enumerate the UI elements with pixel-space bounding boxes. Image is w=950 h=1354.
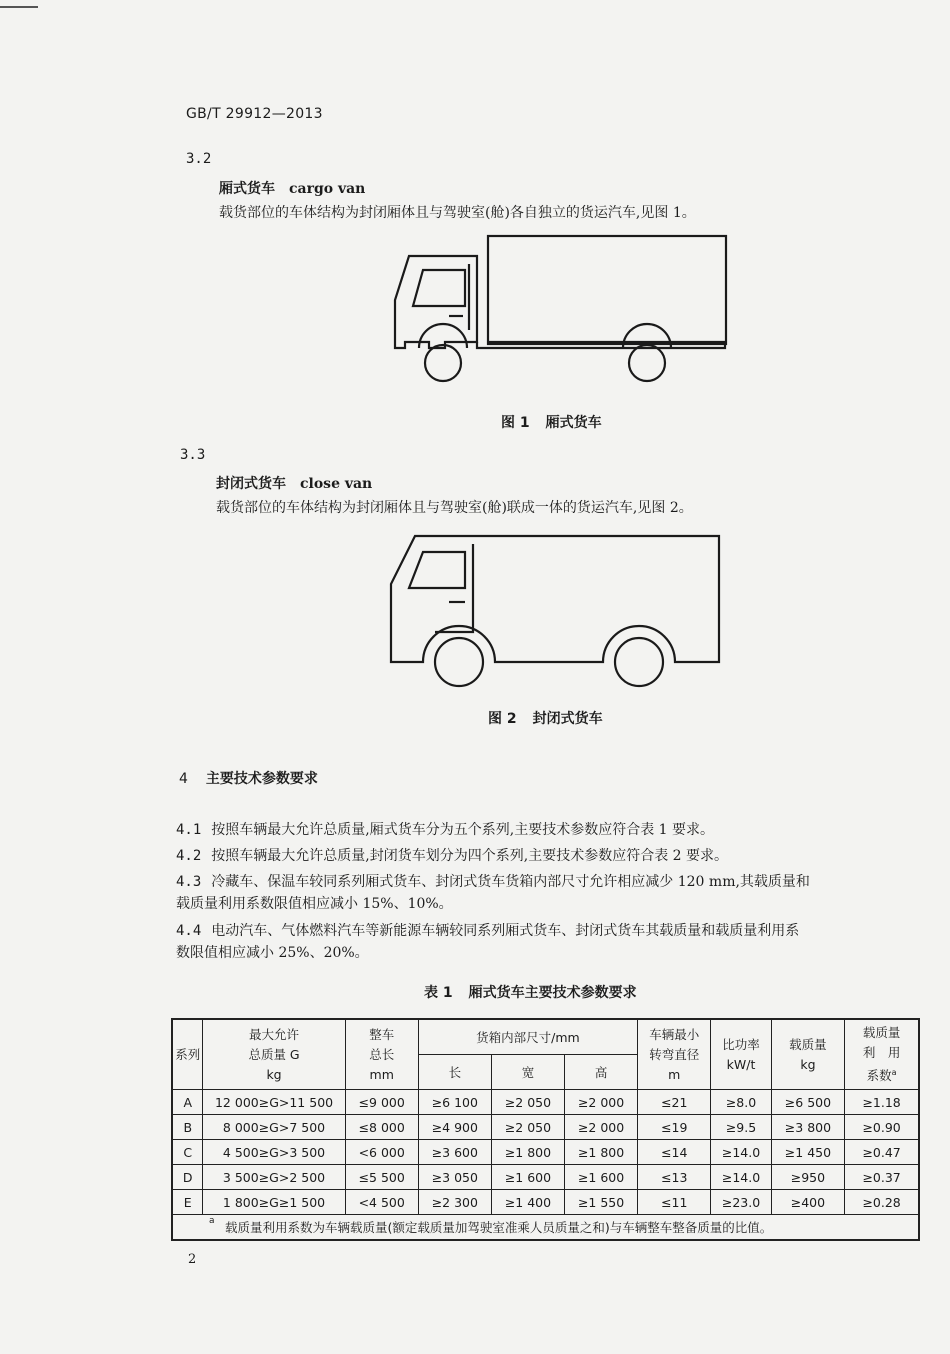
header-line: kW/t [726, 1056, 756, 1072]
table-cell: <4 500 [345, 1190, 418, 1215]
col-power [711, 1019, 771, 1090]
header-line: 整车 [369, 1026, 395, 1042]
table-cell: ≥14.0 [711, 1140, 771, 1165]
page-number: 2 [188, 1252, 197, 1267]
header-line: mm [369, 1066, 394, 1082]
table-cell: ≥3 800 [771, 1115, 845, 1140]
table-cell: ≥2 050 [491, 1115, 564, 1140]
table-body [172, 1090, 919, 1215]
table-cell: ≥2 050 [491, 1090, 564, 1115]
table-cell: 3 500≥G>2 500 [203, 1165, 345, 1190]
header-line: 转弯直径 [649, 1046, 700, 1062]
figure-2-caption [488, 708, 603, 728]
term-heading-3-2 [219, 178, 365, 198]
col-box-length: 长 [418, 1055, 491, 1090]
term-cn: 厢式货车 [219, 181, 275, 197]
table-cell: ≥1.18 [845, 1090, 919, 1115]
table-cell: ≥950 [771, 1165, 845, 1190]
table-cell: 4 500≥G>3 500 [203, 1140, 345, 1165]
table-row [172, 1190, 919, 1215]
paragraph-4-1 [176, 817, 936, 843]
section-4-heading [179, 768, 318, 788]
table-cell: D [172, 1165, 203, 1190]
rear-wheel [629, 345, 665, 381]
table-row [172, 1140, 919, 1165]
table-cell: C [172, 1140, 203, 1165]
para-text: 电动汽车、气体燃料汽车等新能源车辆较同系列厢式货车、封闭式货车其载质量和载质量利用系 [211, 923, 800, 939]
header-line: 载质量 [862, 1024, 901, 1040]
table-cell: ≤8 000 [345, 1115, 418, 1140]
table-cell: ≥6 500 [771, 1090, 845, 1115]
table-cell: ≥1 800 [565, 1140, 638, 1165]
table-row [172, 1165, 919, 1190]
term-heading-3-3 [216, 473, 372, 493]
term-en: cargo van [289, 181, 366, 197]
standard-code: GB/T 29912—2013 [186, 106, 323, 122]
header-line: 载质量 [789, 1036, 827, 1052]
van-window [409, 552, 465, 588]
col-gvm [203, 1019, 345, 1090]
table-cell: E [172, 1190, 203, 1215]
table-cell: ≥0.37 [845, 1165, 919, 1190]
table-cell: ≥2 300 [418, 1190, 491, 1215]
header-line: 车辆最小 [649, 1026, 700, 1042]
definition-3-3: 载货部位的车体结构为封闭厢体且与驾驶室(舱)联成一体的货运汽车,见图 2。 [216, 500, 693, 516]
figure-2-number: 图 2 [488, 711, 517, 727]
table-footnote [172, 1215, 919, 1241]
table-cell: ≤21 [638, 1090, 711, 1115]
paragraph-4-4-cont: 数限值相应减小 25%、20%。 [176, 945, 369, 961]
term-en: close van [300, 476, 373, 492]
table-cell: ≥2 000 [565, 1090, 638, 1115]
table-cell: ≥0.47 [845, 1140, 919, 1165]
table-cell: ≥23.0 [711, 1190, 771, 1215]
cargo-box [488, 236, 726, 344]
figure-1-title: 厢式货车 [545, 415, 602, 431]
table-cell: ≤13 [638, 1165, 711, 1190]
table-cell: B [172, 1115, 203, 1140]
front-wheel [425, 345, 461, 381]
paragraph-4-3-cont: 载质量利用系数限值相应减小 15%、10%。 [176, 896, 453, 912]
table-cell: ≥14.0 [711, 1165, 771, 1190]
table-1-number: 表 1 [424, 985, 453, 1001]
section-4-title: 主要技术参数要求 [205, 771, 318, 787]
col-series: 系列 [172, 1019, 203, 1090]
table-cell: ≤14 [638, 1140, 711, 1165]
top-rule [0, 6, 38, 8]
para-text: 按照车辆最大允许总质量,厢式货车分为五个系列,主要技术参数应符合表 1 要求。 [211, 822, 715, 838]
table-cell: <6 000 [345, 1140, 418, 1165]
col-box-width: 宽 [491, 1055, 564, 1090]
table-row [172, 1115, 919, 1140]
header-line: 利 用 [862, 1044, 901, 1060]
col-length [345, 1019, 418, 1090]
para-number: 4.3 [176, 874, 202, 890]
table-cell: ≥400 [771, 1190, 845, 1215]
para-number: 4.4 [176, 923, 202, 939]
table-cell: ≥1 450 [771, 1140, 845, 1165]
paragraph-4-2 [176, 843, 936, 869]
table-cell: ≥8.0 [711, 1090, 771, 1115]
header-line: kg [266, 1066, 282, 1082]
table-row [172, 1090, 919, 1115]
footnote-text: 载质量利用系数为车辆载质量(额定载质量加驾驶室准乘人员质量之和)与车辆整车整备质量的比值。 [225, 1220, 773, 1235]
footnote-mark: a [209, 1216, 215, 1226]
col-turning [638, 1019, 711, 1090]
table-cell: ≥9.5 [711, 1115, 771, 1140]
footnote-mark: a [891, 1067, 897, 1077]
table-cell: ≤19 [638, 1115, 711, 1140]
header-line: 比功率 [722, 1036, 760, 1052]
van-body [391, 536, 719, 662]
table-cell: ≥1 600 [565, 1165, 638, 1190]
table-cell: ≤5 500 [345, 1165, 418, 1190]
spec-table [171, 1018, 920, 1241]
table-cell: ≥1 600 [491, 1165, 564, 1190]
figure-1-caption [501, 412, 602, 432]
close-van-drawing [385, 528, 725, 688]
front-wheel [435, 638, 483, 686]
rear-wheel [615, 638, 663, 686]
header-text: 系数 [866, 1068, 892, 1084]
table-cell: ≥6 100 [418, 1090, 491, 1115]
cargo-van-drawing [385, 230, 735, 390]
col-load [771, 1019, 845, 1090]
header-line: kg [800, 1056, 816, 1072]
clause-number-3-3: 3.3 [180, 447, 206, 463]
header-line [847, 1063, 916, 1086]
para-number: 4.1 [176, 822, 202, 838]
table-cell: ≥3 050 [418, 1165, 491, 1190]
table-cell: ≥2 000 [565, 1115, 638, 1140]
col-box-dims: 货箱内部尺寸/mm [418, 1019, 637, 1055]
table-cell: ≤9 000 [345, 1090, 418, 1115]
header-line: 总质量 G [248, 1046, 300, 1062]
table-1-title: 厢式货车主要技术参数要求 [468, 985, 637, 1001]
table-cell: 12 000≥G>11 500 [203, 1090, 345, 1115]
term-cn: 封闭式货车 [216, 476, 286, 492]
table-cell: ≥1 800 [491, 1140, 564, 1165]
cab-window [413, 270, 465, 306]
col-box-height: 高 [565, 1055, 638, 1090]
header-line: 最大允许 [249, 1026, 300, 1042]
figure-1-number: 图 1 [501, 415, 530, 431]
table-cell: 8 000≥G>7 500 [203, 1115, 345, 1140]
para-text: 冷藏车、保温车较同系列厢式货车、封闭式货车货箱内部尺寸允许相应减少 120 mm,其载质量和 [211, 874, 810, 890]
table-cell: ≥1 550 [565, 1190, 638, 1215]
clause-number-3-2: 3.2 [186, 151, 212, 167]
col-utilization [845, 1019, 919, 1090]
section-4-number: 4 [179, 771, 188, 787]
header-line: m [668, 1066, 681, 1082]
table-cell: 1 800≥G≥1 500 [203, 1190, 345, 1215]
table-cell: ≤11 [638, 1190, 711, 1215]
definition-3-2: 载货部位的车体结构为封闭厢体且与驾驶室(舱)各自独立的货运汽车,见图 1。 [219, 205, 696, 221]
para-text: 按照车辆最大允许总质量,封闭货车划分为四个系列,主要技术参数应符合表 2 要求。 [211, 848, 729, 864]
table-cell: ≥0.90 [845, 1115, 919, 1140]
para-number: 4.2 [176, 848, 202, 864]
table-cell: ≥0.28 [845, 1190, 919, 1215]
table-1-caption [424, 982, 637, 1002]
table-cell: A [172, 1090, 203, 1115]
header-line: 总长 [369, 1046, 395, 1062]
table-cell: ≥1 400 [491, 1190, 564, 1215]
table-cell: ≥3 600 [418, 1140, 491, 1165]
table-cell: ≥4 900 [418, 1115, 491, 1140]
figure-2-title: 封闭式货车 [532, 711, 603, 727]
